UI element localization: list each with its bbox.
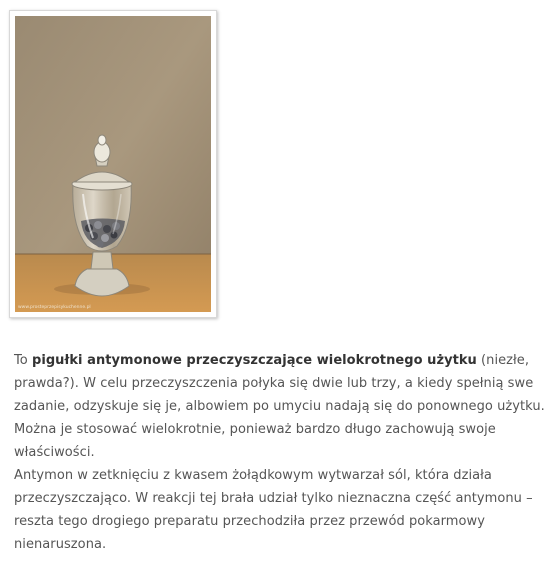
article-text	[14, 349, 546, 556]
paragraph-1-start: To	[14, 353, 32, 368]
photo-watermark: www.prosteprzepisykuchenne.pl	[18, 305, 91, 310]
paragraph-2: Antymon w zetknięciu z kwasem żołądkowym wytwarzał sól, która działa przeczyszczająco. W reakcji tej brała udział tylko nieznaczna część antymonu – reszta tego drogiego preparatu przechodziła przez przewód pokarmowy nienaruszona.	[14, 468, 533, 552]
antimony-pills-jar-photo	[15, 16, 211, 312]
paragraph-1	[14, 349, 546, 464]
paragraph-1-rest: (niezłe, prawda?). W celu przeczyszczenia połyka się dwie lub trzy, a kiedy spełnią swe zadanie, odzyskuje się je, albowiem po umyciu nadają się do ponownego użytku. Można je stosować wielokrotnie, ponieważ bardzo długo zachowują swoje właściwości.	[14, 353, 545, 460]
paragraph-1-bold: pigułki antymonowe przeczyszczające wielokrotnego użytku	[31, 353, 477, 368]
photo-frame	[9, 10, 217, 318]
